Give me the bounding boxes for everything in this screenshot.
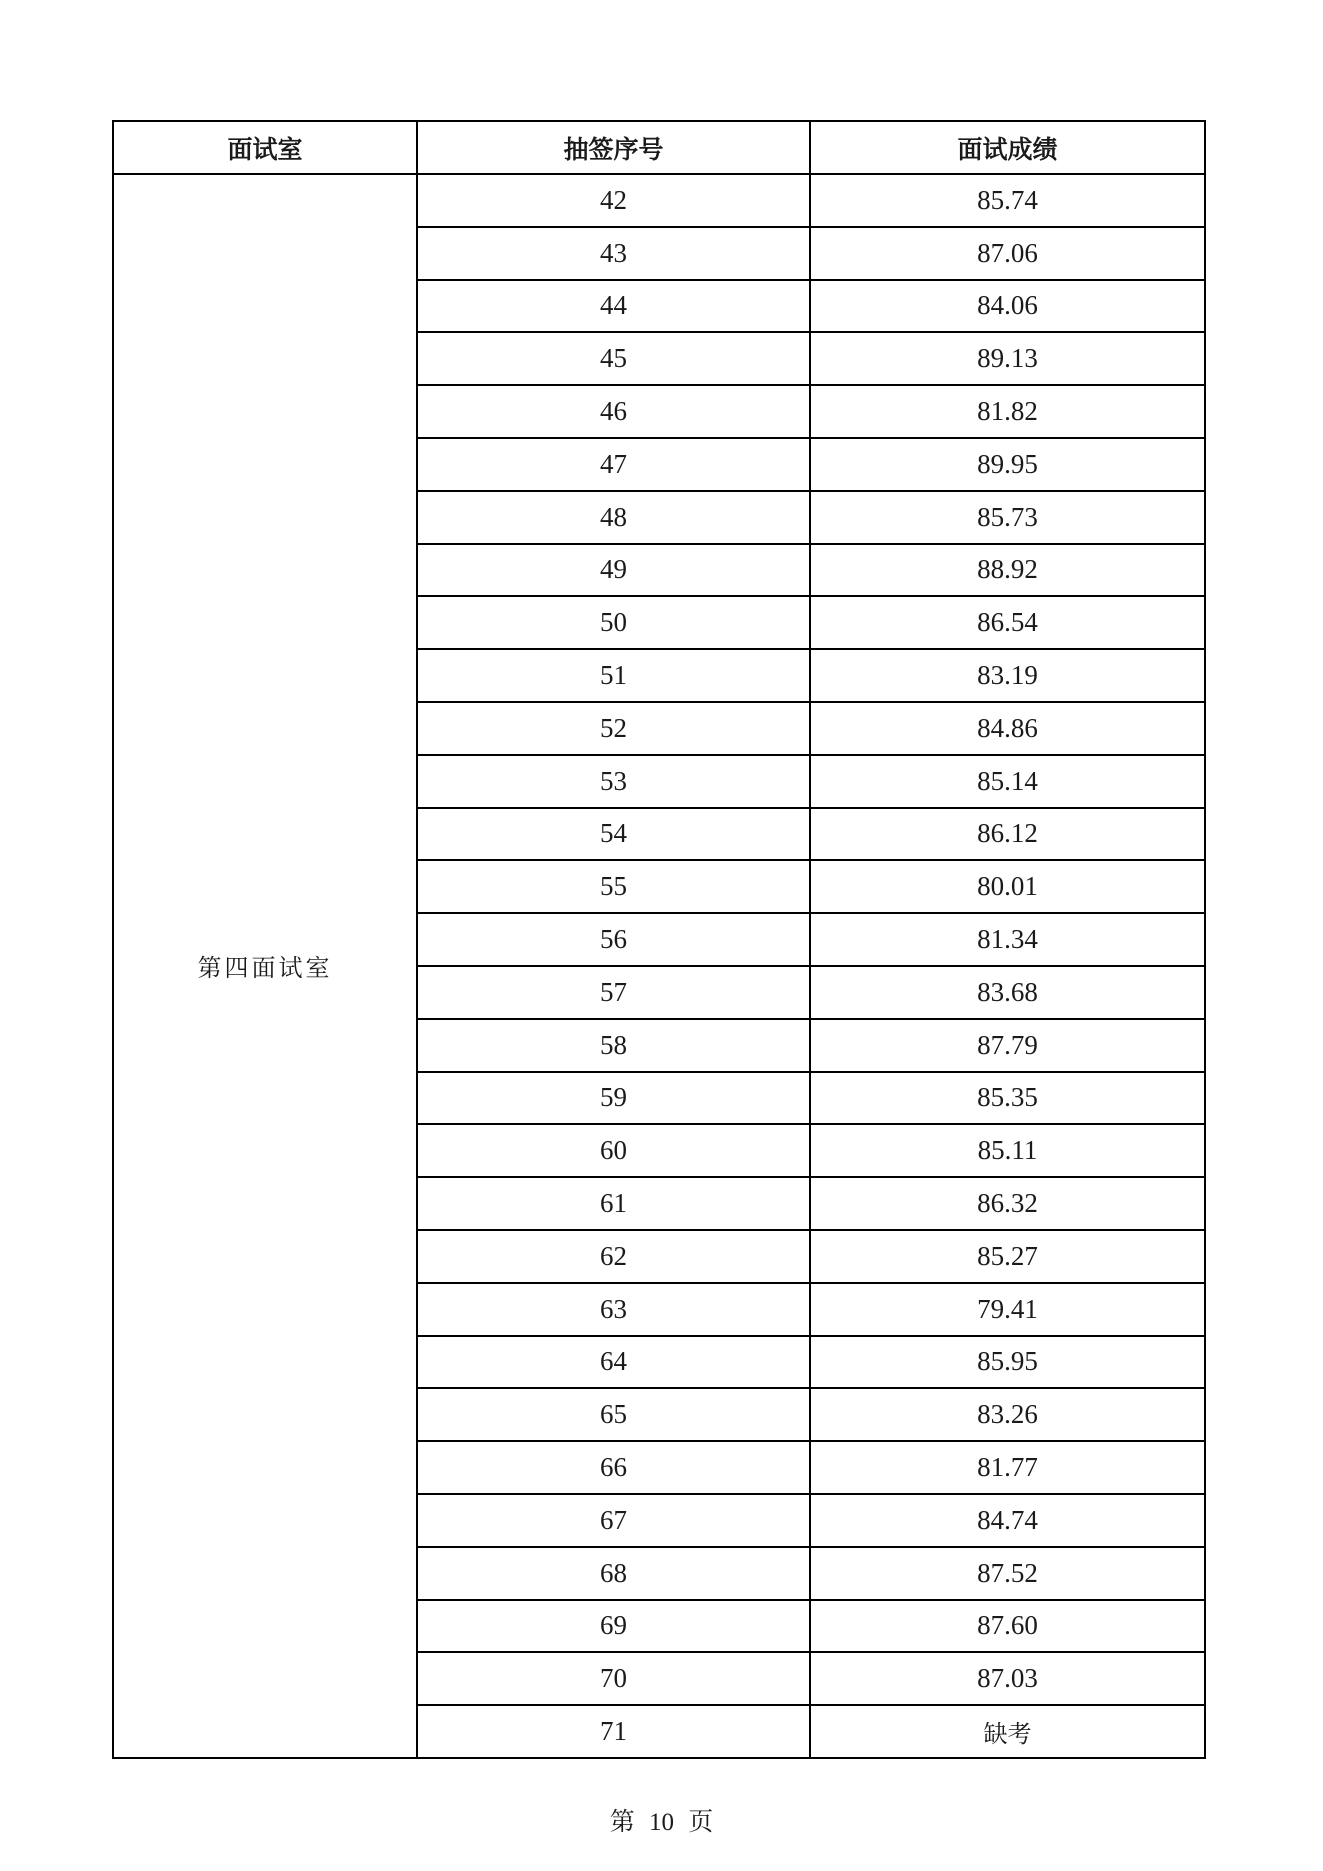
score-cell: 89.95 [810,438,1205,491]
sequence-cell: 63 [417,1283,810,1336]
score-cell: 81.82 [810,385,1205,438]
score-cell: 87.06 [810,227,1205,280]
sequence-cell: 61 [417,1177,810,1230]
header-score: 面试成绩 [810,121,1205,174]
sequence-cell: 65 [417,1388,810,1441]
score-cell: 86.32 [810,1177,1205,1230]
sequence-cell: 55 [417,860,810,913]
score-cell: 87.03 [810,1652,1205,1705]
sequence-cell: 60 [417,1124,810,1177]
sequence-cell: 42 [417,174,810,227]
sequence-cell: 56 [417,913,810,966]
score-cell: 87.79 [810,1019,1205,1072]
page-number: 第 10 页 [609,1809,714,1836]
score-cell: 81.77 [810,1441,1205,1494]
score-cell: 83.26 [810,1388,1205,1441]
score-cell: 84.86 [810,702,1205,755]
score-cell: 79.41 [810,1283,1205,1336]
sequence-cell: 47 [417,438,810,491]
sequence-cell: 70 [417,1652,810,1705]
score-cell: 85.74 [810,174,1205,227]
score-cell: 80.01 [810,860,1205,913]
sequence-cell: 51 [417,649,810,702]
score-cell: 83.19 [810,649,1205,702]
sequence-cell: 59 [417,1072,810,1125]
sequence-cell: 43 [417,227,810,280]
score-cell: 84.74 [810,1494,1205,1547]
sequence-cell: 50 [417,596,810,649]
score-cell: 85.35 [810,1072,1205,1125]
score-cell: 84.06 [810,280,1205,333]
sequence-cell: 58 [417,1019,810,1072]
sequence-cell: 49 [417,544,810,597]
score-cell: 83.68 [810,966,1205,1019]
sequence-cell: 69 [417,1600,810,1653]
room-name-cell: 第四面试室 [113,174,417,1758]
score-cell: 85.11 [810,1124,1205,1177]
sequence-cell: 68 [417,1547,810,1600]
sequence-cell: 66 [417,1441,810,1494]
score-cell: 86.54 [810,596,1205,649]
score-cell: 88.92 [810,544,1205,597]
score-cell: 85.95 [810,1336,1205,1389]
table-body [113,174,1205,1758]
header-room: 面试室 [113,121,417,174]
header-sequence: 抽签序号 [417,121,810,174]
sequence-cell: 53 [417,755,810,808]
score-cell: 89.13 [810,332,1205,385]
score-cell: 87.60 [810,1600,1205,1653]
score-cell: 缺考 [810,1705,1205,1758]
sequence-cell: 45 [417,332,810,385]
sequence-cell: 52 [417,702,810,755]
sequence-cell: 46 [417,385,810,438]
score-cell: 86.12 [810,808,1205,861]
sequence-cell: 67 [417,1494,810,1547]
table-header-row [113,121,1205,174]
sequence-cell: 44 [417,280,810,333]
interview-results-table [112,120,1206,1759]
score-cell: 85.27 [810,1230,1205,1283]
sequence-cell: 64 [417,1336,810,1389]
sequence-cell: 62 [417,1230,810,1283]
table-row [113,174,1205,227]
sequence-cell: 71 [417,1705,810,1758]
sequence-cell: 57 [417,966,810,1019]
score-cell: 85.14 [810,755,1205,808]
score-cell: 81.34 [810,913,1205,966]
sequence-cell: 48 [417,491,810,544]
score-cell: 85.73 [810,491,1205,544]
score-cell: 87.52 [810,1547,1205,1600]
sequence-cell: 54 [417,808,810,861]
